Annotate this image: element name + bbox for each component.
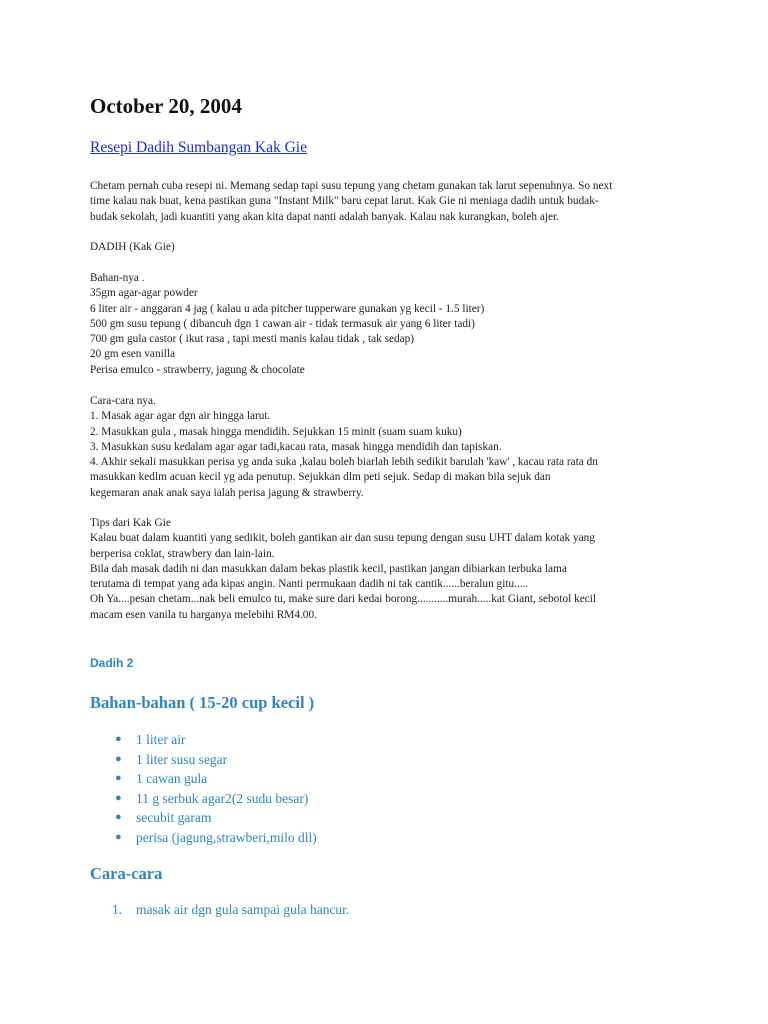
- ingredients-block: [90, 271, 665, 378]
- ingredient-text: 1 cawan gula: [136, 771, 208, 786]
- ingredient-item: [90, 808, 317, 828]
- method-line: 4. Akhir sekali masukkan perisa yg anda suka ,kalau boleh biarlah lebih sedikit barulah 'kaw' , kacau rata rata dn: [90, 456, 598, 469]
- ingredient-text: secubit garam: [136, 810, 212, 825]
- ingredient-text: 1 liter air: [136, 732, 186, 747]
- step-item: [90, 900, 349, 920]
- step-text: masak air dgn gula sampai gula hancur.: [136, 902, 350, 917]
- bullet-icon: ●: [115, 791, 122, 804]
- ingredient-line: 6 liter air - anggaran 4 jag ( kalau u ada pitcher tupperware gunakan yg kecil - 1.5 liter): [90, 302, 485, 315]
- ingredient-item: [90, 769, 317, 789]
- method-heading: Cara-cara: [90, 864, 163, 883]
- method-line: Cara-cara nya.: [90, 395, 156, 407]
- bullet-icon: ●: [115, 752, 122, 765]
- ingredient-item: [90, 828, 317, 848]
- bullet-icon: ●: [115, 772, 122, 784]
- ingredient-line: 35gm agar-agar powder: [90, 287, 198, 300]
- intro-line: budak sekolah, jadi kuantiti yang akan kita dapat nanti adalah banyak. Kalau nak kurangkan, boleh ajer.: [90, 210, 559, 223]
- ingredient-line: 500 gm susu tepung ( dibancuh dgn 1 cawan air - tidak termasuk air yang 6 liter tadi): [90, 317, 475, 330]
- recipe-title: DADIH (Kak Gie): [90, 241, 175, 253]
- post-title-link[interactable]: Resepi Dadih Sumbangan Kak Gie: [90, 139, 307, 156]
- intro-line: time kalau nak buat, kena pastikan guna "Instant Milk" baru cepat larut. Kak Gie ni meniaga dadih untuk budak-: [90, 195, 599, 208]
- method-line: 3. Masukkan susu kedalam agar agar tadi,kacau rata, masak hingga mendidih dan tapiskan.: [90, 440, 502, 453]
- ingredient-text: perisa (jagung,strawberi,milo dll): [136, 829, 317, 845]
- method-line: 1. Masak agar agar dgn air hingga larut.: [90, 410, 271, 423]
- method-line: kegemaran anak anak saya ialah perisa jagung & strawberry.: [90, 486, 364, 499]
- tip-line: Bila dah masak dadih ni dan masukkan dalam bekas plastik kecil, pastikan jangan dibiarkan terbuka lama: [90, 562, 567, 575]
- ingredient-line: Bahan-nya .: [90, 272, 145, 284]
- bullet-icon: ●: [115, 811, 122, 823]
- intro-line: Chetam pernah cuba resepi ni. Memang sedap tapi susu tepung yang chetam gunakan tak larut sepenuhnya. So next: [90, 180, 613, 192]
- tip-line: terutama di tempat yang ada kipas angin. Nanti permukaan dadih ni tak cantik......beralun gitu.....: [90, 578, 529, 591]
- bullet-icon: ●: [115, 830, 122, 843]
- intro-paragraph: [90, 179, 665, 225]
- ingredients-list: [90, 730, 317, 847]
- post-date: October 20, 2004: [90, 94, 242, 118]
- ingredient-line: Perisa emulco - strawberry, jagung & chocolate: [90, 363, 305, 376]
- section-heading-dadih-2: Dadih 2: [90, 656, 134, 670]
- method-line: masukkan kedlm acuan kecil yg ada penutup. Sejukkan dlm peti sejuk. Sedap di makan bila sejuk dan: [90, 471, 551, 484]
- ingredients-heading: Bahan-bahan ( 15-20 cup kecil ): [90, 693, 315, 712]
- tip-line: Kalau buat dalam kuantiti yang sedikit, boleh gantikan air dan susu tepung dengan susu UHT dalam kotak yang: [90, 532, 595, 545]
- method-line: 2. Masukkan gula , masak hingga mendidih. Sejukkan 15 minit (suam suam kuku): [90, 425, 462, 438]
- ingredient-item: [90, 789, 317, 809]
- steps-list: [90, 900, 349, 920]
- ingredient-item: [90, 750, 317, 770]
- ingredient-line: 700 gm gula castor ( ikut rasa , tapi mesti manis kalau tidak , tak sedap): [90, 333, 415, 346]
- ingredient-text: 1 liter susu segar: [136, 751, 228, 767]
- step-number: 1.: [112, 902, 123, 917]
- tip-line: berperisa coklat, strawbery dan lain-lain.: [90, 547, 275, 560]
- tip-line: Tips dari Kak Gie: [90, 517, 171, 529]
- bullet-icon: ●: [115, 733, 122, 745]
- tip-line: Oh Ya....pesan chetam...nak beli emulco tu, make sure dari kedai borong...........murah.....kat Giant, sebotol kecil: [90, 593, 597, 606]
- method-block: [90, 394, 665, 501]
- tip-line: macam esen vanila tu harganya melebihi RM4.00.: [90, 608, 317, 621]
- ingredient-line: 20 gm esen vanilla: [90, 348, 176, 361]
- ingredient-item: [90, 730, 317, 750]
- ingredient-text: 11 g serbuk agar2(2 sudu besar): [136, 790, 309, 806]
- tips-block: [90, 516, 665, 623]
